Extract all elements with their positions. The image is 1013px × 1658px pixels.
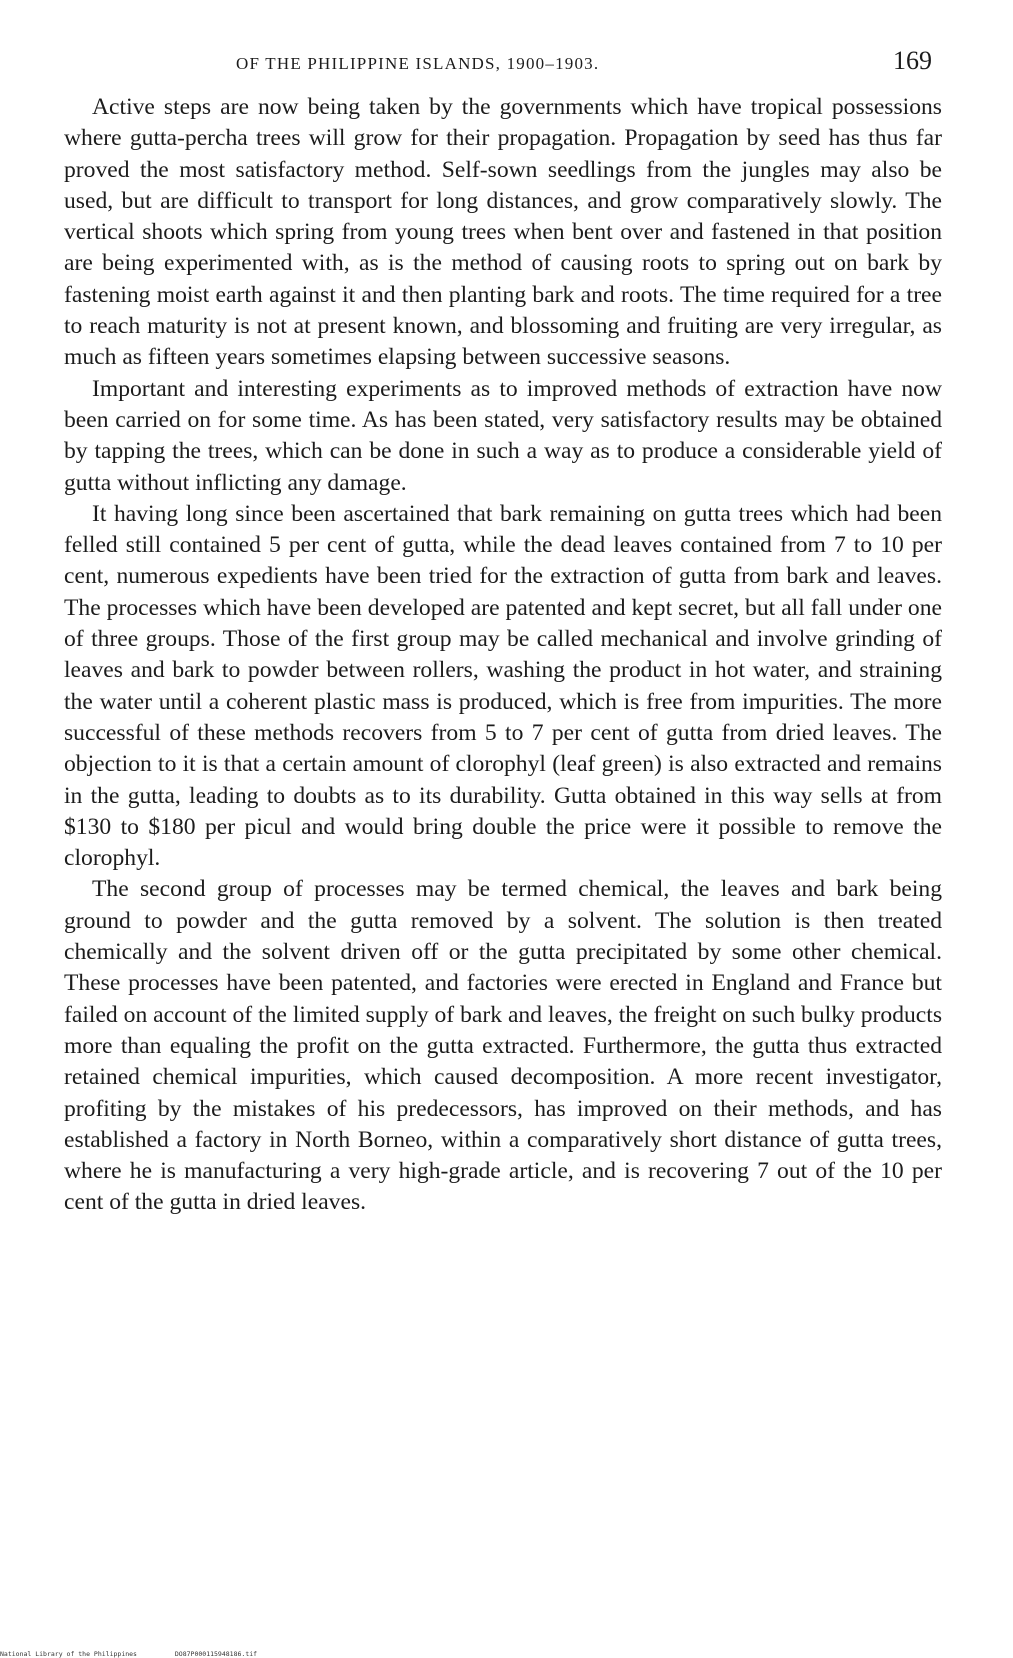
page-number: 169 xyxy=(893,46,932,75)
body-text xyxy=(64,92,942,1219)
scan-footer xyxy=(0,1650,291,1658)
page-header xyxy=(66,46,932,74)
library-credit: National Library of the Philippines xyxy=(0,1650,137,1658)
paragraph-propagation: Active steps are now being taken by the governments which have tropical possessions where gutta-percha trees will grow for their propagation. Propagation by seed has thus far proved the most satisfactory method. Self-sown seedlings from the jungles may also be used, but are difficult to transport for long distances, and grow comparatively slowly. The vertical shoots which spring from young trees when bent over and fastened in that position are being experimented with, as is the method of causing roots to spring out on bark by fastening moist earth against it and then planting bark and roots. The time required for a tree to reach maturity is not at present known, and blossoming and fruiting are very irregular, as much as fifteen years sometimes elapsing between successive seasons. xyxy=(64,94,942,371)
paragraph-extraction-experiments: Important and interesting experiments as to improved methods of extraction have now been carried on for some time. As has been stated, very satisfactory results may be obtained by tapping the trees, which can be done in such a way as to produce a considerable yield of gutta without inflicting any damage. xyxy=(64,375,942,496)
paragraph-mechanical-processes: It having long since been ascertained that bark remaining on gutta trees which had been felled still contained 5 per cent of gutta, while the dead leaves contained from 7 to 10 per cent, numerous expedients have been tried for the extraction of gutta from bark and leaves. The processes which have been developed are patented and kept secret, but all fall under one of three groups. Those of the first group may be called mechanical and involve grinding of leaves and bark to powder between rollers, washing the product in hot water, and straining the water until a coherent plastic mass is produced, which is free from impurities. The more successful of these methods recovers from 5 to 7 per cent of gutta from dried leaves. The objection to it is that a certain amount of clorophyl (leaf green) is also extracted and remains in the gutta, leading to doubts as to its durability. Gutta obtained in this way sells at from $130 to $180 per picul and would bring double the price were it possible to remove the clorophyl. xyxy=(64,500,942,872)
file-identifier: DO87P000115948186.tif xyxy=(174,1650,258,1658)
paragraph-chemical-processes: The second group of processes may be termed chemical, the leaves and bark being ground to powder and the gutta removed by a solvent. The solution is then treated chemically and the solvent driven off or the gutta precipitated by some other chemical. These processes have been patented, and factories were erected in England and France but failed on account of the limited supply of bark and leaves, the freight on such bulky products more than equaling the profit on the gutta extracted. Furthermore, the gutta thus extracted retained chemical impurities, which caused decomposition. A more recent investigator, profiting by the mistakes of his predecessors, has improved on their methods, and has established a factory in North Borneo, within a comparatively short distance of gutta trees, where he is manufacturing a very high-grade article, and is recovering 7 out of the 10 per cent of the gutta in dried leaves. xyxy=(64,876,942,1216)
running-head: OF THE PHILIPPINE ISLANDS, 1900–1903. xyxy=(236,54,600,73)
